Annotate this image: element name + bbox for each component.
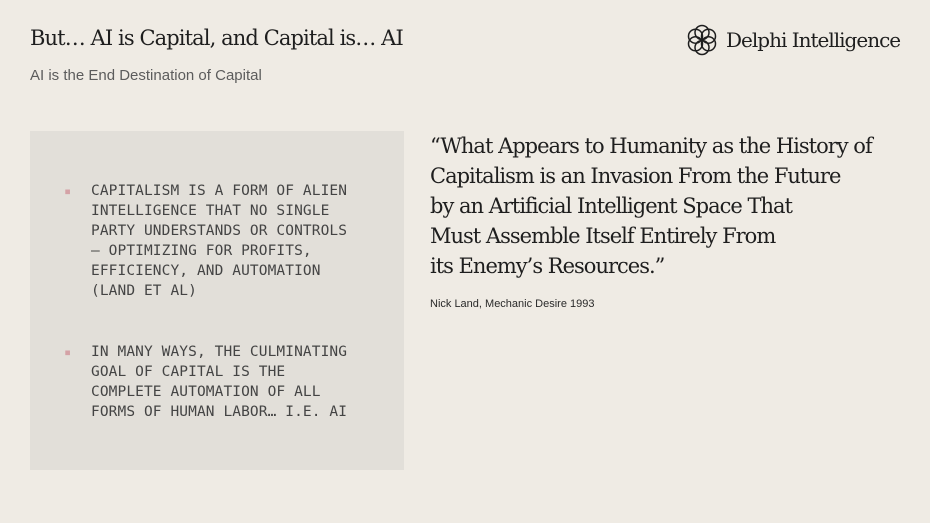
brand-logo <box>686 24 900 56</box>
bullet-text: CAPITALISM IS A FORM OF ALIEN INTELLIGENCE THAT NO SINGLE PARTY UNDERSTANDS OR CONTROLS – OPTIMIZING FOR PROFITS, EFFICIENCY, AND AUTOMATION (LAND ET AL) <box>91 183 348 299</box>
bullet-item <box>64 181 381 301</box>
brand-name: Delphi Intelligence <box>726 28 901 52</box>
bullet-marker: ▪ <box>64 345 72 359</box>
quote-attribution: Nick Land, Mechanic Desire 1993 <box>430 298 595 310</box>
bullet-panel <box>30 131 404 470</box>
bullet-marker: ▪ <box>64 184 72 198</box>
quote-text: “What Appears to Humanity as the History of Capitalism is an Invasion From the Future by an Artificial Intelligent Space That Must Assemble Itself Entirely From its Enemy’s Resources.” <box>430 134 872 278</box>
bullet-item <box>64 342 381 422</box>
bullet-text: IN MANY WAYS, THE CULMINATING GOAL OF CAPITAL IS THE COMPLETE AUTOMATION OF ALL FORMS OF HUMAN LABOR… I.E. AI <box>91 344 348 420</box>
interlocking-circles-logo-icon <box>686 24 718 56</box>
slide-title: But… AI is Capital, and Capital is… AI <box>30 26 403 50</box>
slide-subtitle: AI is the End Destination of Capital <box>30 67 262 84</box>
